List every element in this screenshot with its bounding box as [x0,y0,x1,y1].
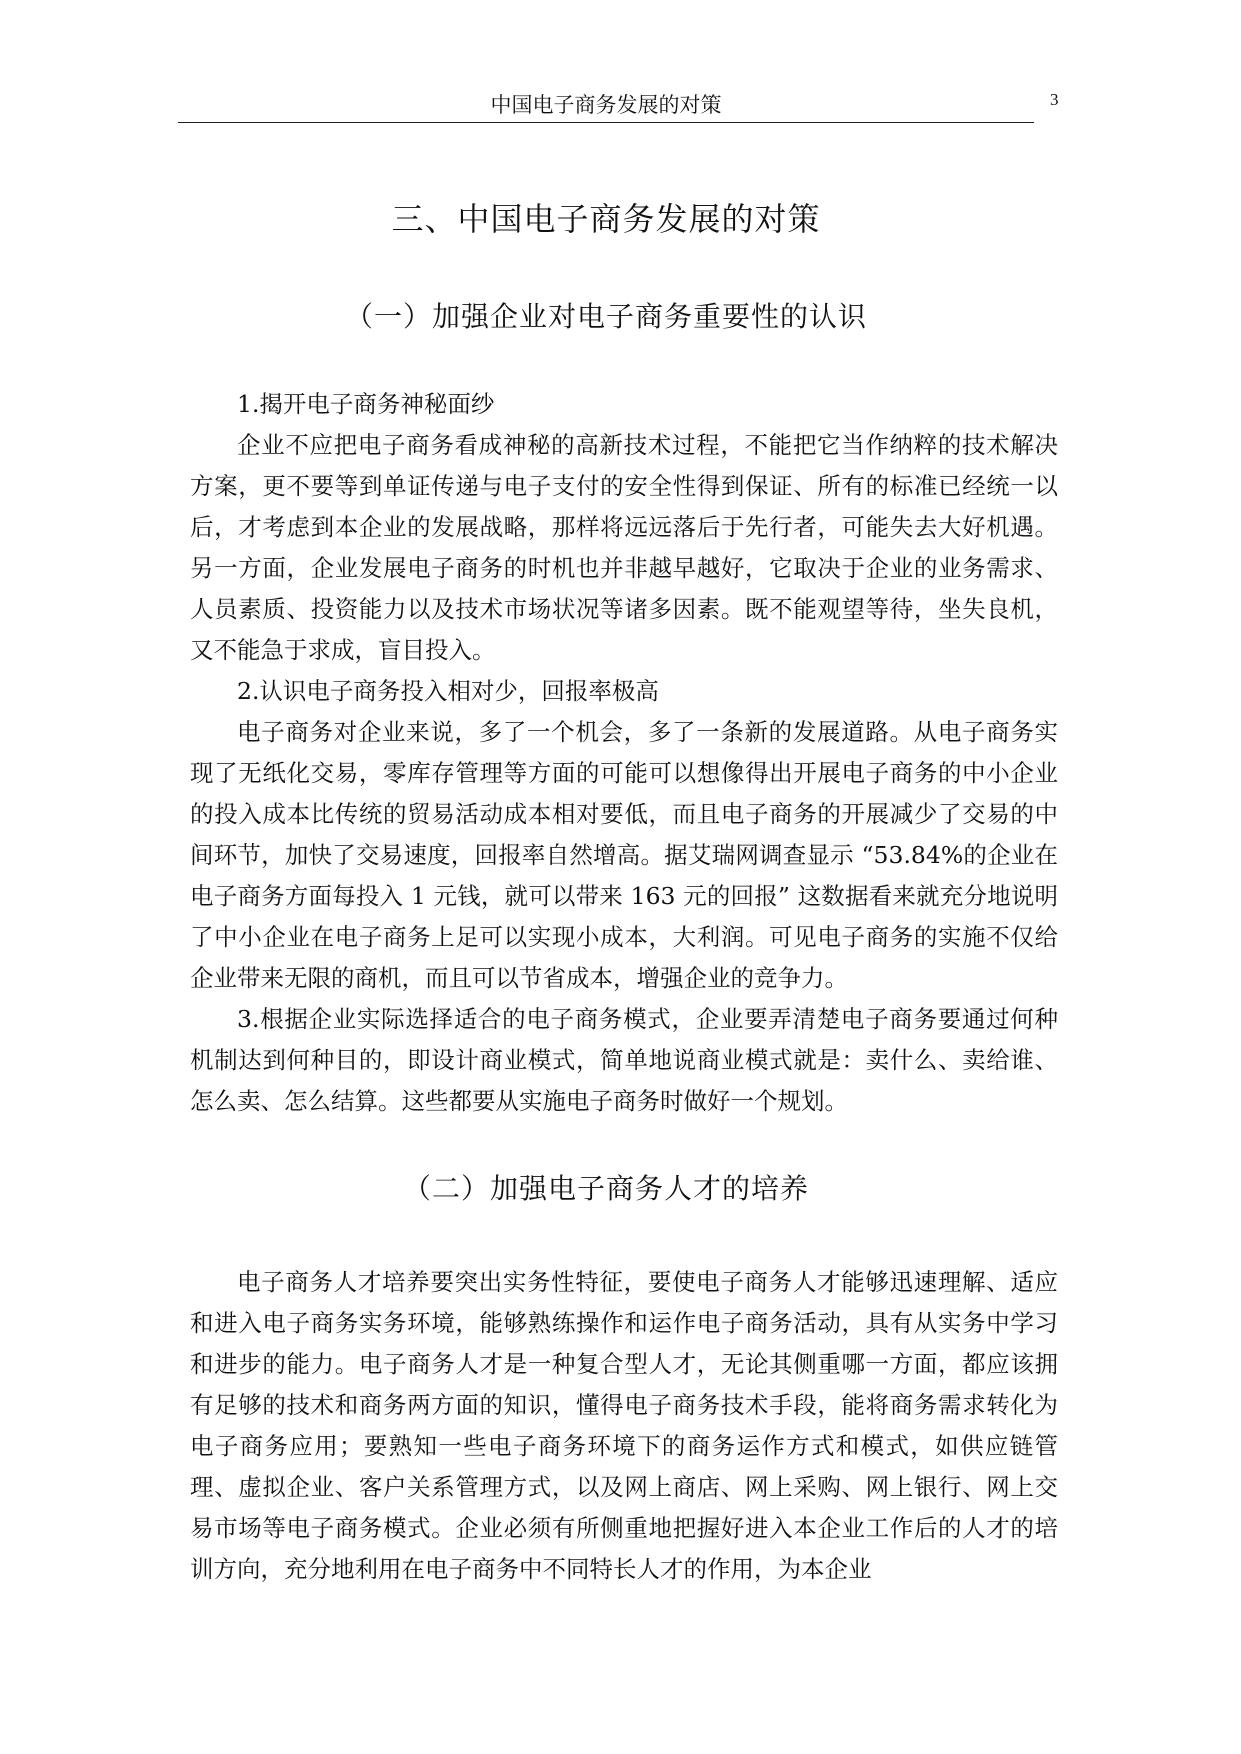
section-title-2: （二）加强电子商务人才的培养 [402,1172,809,1205]
section-2-body [190,1262,1058,1590]
chapter-title: 三、中国电子商务发展的对策 [391,200,821,238]
paragraph: 电子商务对企业来说，多了一个机会，多了一条新的发展道路。从电子商务实现了无纸化交易，零库存管理等方面的可能可以想像得出开展电子商务的中小企业的投入成本比传统的贸易活动成本相对要低，而且电子商务的开展减少了交易的中间环节，加快了交易速度，回报率自然增高。据艾瑞网调查显示 “53.84%的企业在电子商务方面每投入 1 元钱，就可以带来 163 元的回报” 这数据看来就充分地说明了中小企业在电子商务上足可以实现小成本，大利润。可见电子商务的实施不仅给企业带来无限的商机，而且可以节省成本，增强企业的竞争力。 [190,718,1058,992]
page-number: 3 [1050,90,1059,109]
paragraph: 企业不应把电子商务看成神秘的高新技术过程，不能把它当作纳粹的技术解决方案，更不要等到单证传递与电子支付的安全性得到保证、所有的标准已经统一以后，才考虑到本企业的发展战略，那样将远远落后于先行者，可能失去大好机遇。另一方面，企业发展电子商务的时机也并非越早越好，它取决于企业的业务需求、人员素质、投资能力以及技术市场状况等诸多因素。既不能观望等待，坐失良机，又不能急于求成，盲目投入。 [190,431,1058,664]
subheading-1: 1.揭开电子商务神秘面纱 [237,390,495,418]
section-1-body [190,384,1058,1122]
paragraph: 3.根据企业实际选择适合的电子商务模式，企业要弄清楚电子商务要通过何种机制达到何种目的，即设计商业模式，简单地说商业模式就是：卖什么、卖给谁、怎么卖、怎么结算。这些都要从实施电子商务时做好一个规划。 [190,1005,1058,1115]
running-header [178,92,1034,123]
running-header-title: 中国电子商务发展的对策 [490,93,722,117]
subheading-2: 2.认识电子商务投入相对少，回报率极高 [237,677,659,705]
paragraph: 电子商务人才培养要突出实务性特征，要使电子商务人才能够迅速理解、适应和进入电子商务实务环境，能够熟练操作和运作电子商务活动，具有从实务中学习和进步的能力。电子商务人才是一种复合型人才，无论其侧重哪一方面，都应该拥有足够的技术和商务两方面的知识，懂得电子商务技术手段，能将商务需求转化为电子商务应用；要熟知一些电子商务环境下的商务运作方式和模式，如供应链管理、虚拟企业、客户关系管理方式，以及网上商店、网上采购、网上银行、网上交易市场等电子商务模式。企业必须有所侧重地把握好进入本企业工作后的人才的培训方向，充分地利用在电子商务中不同特长人才的作用，为本企业 [190,1268,1058,1583]
section-title-1: （一）加强企业对电子商务重要性的认识 [344,300,867,333]
